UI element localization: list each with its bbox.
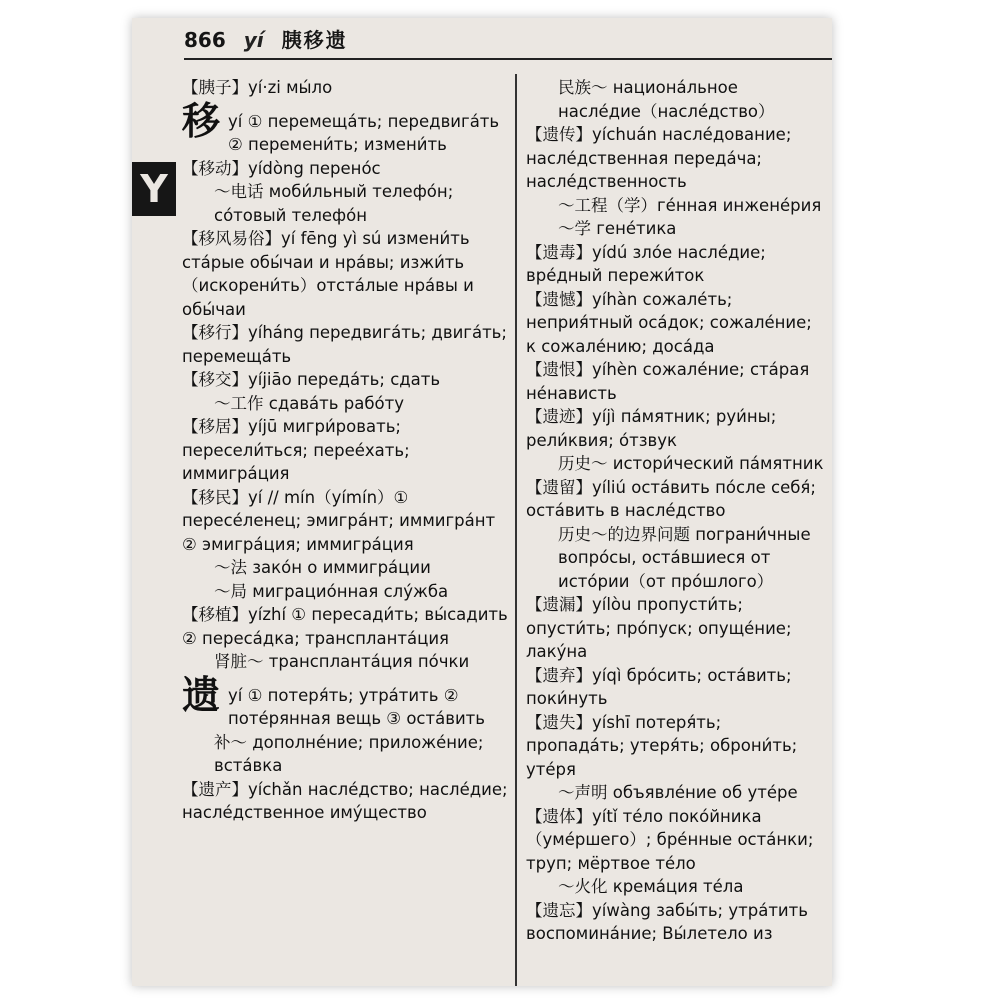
dictionary-entry: 【遗恨】yíhèn сожале́ние; ста́рая не́нависть: [526, 360, 810, 403]
dictionary-entry: 【遗产】yíchǎn насле́дство; насле́дие; насле́дственное иму́щество: [182, 779, 508, 822]
dictionary-entry: 【遗忘】yíwàng забы́ть; утра́тить воспомина́ние; Вы́летело из: [526, 900, 808, 943]
dictionary-entry: 【遗体】yítǐ те́ло поко́йника（уме́ршего）; бре́нные оста́нки; труп; мёртвое те́ло: [526, 806, 814, 873]
header-pinyin: yí: [243, 28, 264, 52]
headword-character: 移: [182, 98, 221, 143]
example-line: ～局 миграцио́нная слу́жба: [214, 581, 449, 601]
dictionary-entry: 【移居】yíjū мигри́ровать; пересели́ться; перее́хать; иммигра́ция: [182, 417, 410, 483]
headword-block: [182, 100, 508, 157]
dictionary-entry: 【移交】yíjiāo переда́ть; сдать: [182, 370, 441, 389]
example-line: ～法 зако́н о иммигра́ции: [214, 558, 431, 577]
dictionary-entry: 【遗弃】yíqì бро́сить; оста́вить; поки́нуть: [526, 665, 792, 708]
dictionary-entry: 【遗传】yíchuán насле́дование; насле́дственная переда́ча; насле́дственность: [526, 125, 792, 191]
dictionary-entry: 【遗失】yíshī потеря́ть; пропада́ть; утеря́ть; оброни́ть; уте́ря: [526, 712, 798, 779]
column-divider: [515, 74, 517, 986]
example-line: ～声明 объявле́ние об уте́ре: [558, 783, 798, 802]
headword-character: 遗: [182, 672, 221, 717]
dictionary-entry: 【遗留】yíliú оста́вить по́сле себя́; оста́вить в насле́дство: [526, 477, 816, 520]
dictionary-entry: 【遗毒】yídú зло́е насле́дие; вре́дный пережи́ток: [526, 242, 766, 285]
dictionary-entry: 【移民】yí // mín（yímín）① пересе́ленец; эмигра́нт; иммигра́нт ② эмигра́ция; иммигра́ция: [182, 487, 496, 554]
left-column: [182, 76, 508, 825]
page-number: 866: [184, 28, 226, 52]
dictionary-entry: 【遗憾】yíhàn сожале́ть; неприя́тный оса́док; сожале́ние; к сожале́нию; доса́да: [526, 289, 812, 356]
header-rule: [184, 58, 832, 60]
thumb-index-tab: [132, 162, 176, 216]
example-line: ～学 гене́тика: [558, 219, 677, 238]
header-characters: 胰移遗: [281, 28, 348, 52]
dictionary-entry: 【移植】yízhí ① пересади́ть; вы́садить ② переса́дка; транспланта́ция: [182, 605, 508, 648]
dictionary-entry: 【移风易俗】yí fēng yì sú измени́ть ста́рые обы́чаи и нра́вы; изжи́ть（искорени́ть）отста́лые нра́вы и обы́чаи: [182, 229, 474, 319]
example-line: ～工作 сдава́ть рабо́ту: [214, 393, 404, 413]
example-line: 历史～ истори́ческий па́мятник: [558, 454, 824, 473]
right-column: [526, 76, 824, 946]
example-line: ～电话 моби́льный телефо́н; со́товый телефо́н: [214, 182, 454, 225]
dictionary-entry: 【移行】yíháng передвига́ть; двига́ть; перемеща́ть: [182, 323, 507, 366]
dictionary-entry: 【移动】yídòng перено́с: [182, 158, 381, 178]
example-line: 肾脏～ транспланта́ция по́чки: [214, 652, 470, 671]
dictionary-entry: 【胰子】yí·zi мы́ло: [182, 78, 333, 97]
dictionary-page: [132, 18, 832, 986]
example-line: 历史～的边界问题 пограни́чные вопро́сы, оста́вшиеся от исто́рии（от про́шлого）: [558, 524, 811, 591]
page-header: [184, 24, 822, 54]
example-line: ～工程（学）ге́нная инжене́рия: [558, 195, 822, 215]
example-line: ～火化 крема́ция те́ла: [558, 877, 744, 896]
headword-definition: yí ① перемеща́ть; передвига́ть ② перемени́ть; измени́ть: [228, 111, 500, 154]
example-line: 民族～ национа́льное насле́дие（насле́дство）: [558, 78, 775, 121]
headword-definition: yí ① потеря́ть; утра́тить ② поте́рянная вещь ③ оста́вить: [228, 685, 486, 728]
headword-block: [182, 674, 508, 731]
tab-letter: Y: [140, 167, 168, 211]
dictionary-entry: 【遗漏】yílòu пропусти́ть; опусти́ть; про́пуск; опуще́ние; лаку́на: [526, 595, 792, 661]
example-line: 补～ дополне́ние; приложе́ние; вста́вка: [214, 732, 484, 775]
dictionary-entry: 【遗迹】yíjì па́мятник; руи́ны; рели́квия; о́тзвук: [526, 407, 777, 450]
